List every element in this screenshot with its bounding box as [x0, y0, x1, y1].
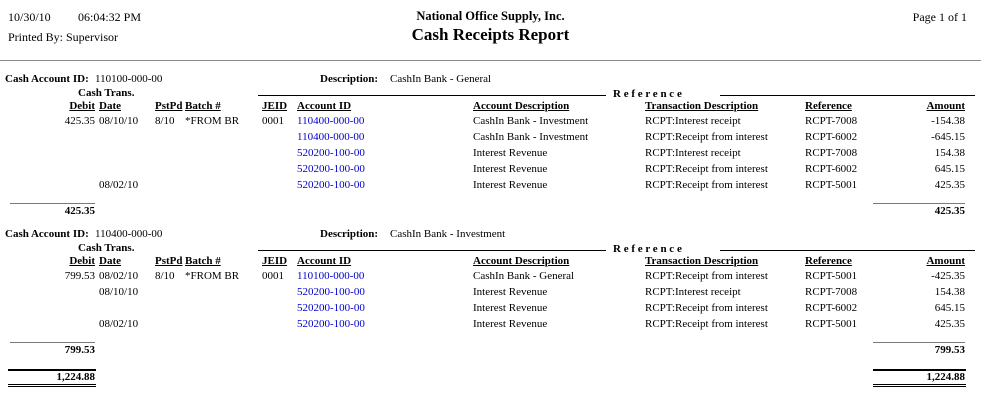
cell-date: 08/02/10	[99, 179, 139, 191]
cell-transaction-description: RCPT:Interest receipt	[645, 286, 741, 298]
reference-rule-right	[720, 250, 975, 251]
col-amount: Amount	[926, 255, 965, 267]
account-section	[0, 228, 981, 361]
cell-jeid	[262, 285, 297, 301]
cell-transaction-description: RCPT:Interest receipt	[645, 115, 741, 127]
col-debit: Debit	[69, 255, 95, 267]
col-transaction-description: Transaction Description	[645, 255, 759, 267]
cash-trans-label: Cash Trans.	[78, 242, 135, 254]
cell-transaction-description: RCPT:Receipt from interest	[645, 318, 768, 330]
cell-reference: RCPT-7008	[805, 115, 858, 127]
cell-debit	[0, 162, 95, 178]
cell-pstpd	[155, 301, 185, 317]
cell-transaction-description: RCPT:Receipt from interest	[645, 179, 768, 191]
cell-jeid	[262, 178, 297, 194]
cell-reference: RCPT-7008	[805, 286, 858, 298]
cell-debit	[0, 146, 95, 162]
cell-account-description: Interest Revenue	[473, 302, 548, 314]
cell-jeid	[262, 162, 297, 178]
cell-batch: *FROM BR	[185, 270, 240, 282]
transaction-row	[0, 285, 965, 301]
account-id-link[interactable]: 520200-100-00	[297, 163, 365, 175]
cell-transaction-description: RCPT:Receipt from interest	[645, 270, 768, 282]
cell-account-description: CashIn Bank - General	[473, 270, 575, 282]
account-id-link[interactable]: 110100-000-00	[297, 270, 365, 282]
transaction-row	[0, 269, 965, 285]
cell-amount: 645.15	[934, 302, 965, 314]
transaction-row	[0, 162, 965, 178]
cell-jeid	[262, 301, 297, 317]
cell-batch	[185, 317, 262, 333]
cell-account-description: Interest Revenue	[473, 163, 548, 175]
account-id-link[interactable]: 110400-000-00	[297, 115, 365, 127]
cell-debit	[0, 301, 95, 317]
cash-trans-label: Cash Trans.	[78, 87, 135, 99]
cell-debit	[0, 317, 95, 333]
cash-account-id-value: 110100-000-00	[95, 73, 163, 85]
col-jeid: JEID	[262, 100, 288, 112]
printed-by: Printed By: Supervisor	[8, 30, 118, 44]
col-account-description: Account Description	[473, 100, 570, 112]
cell-amount: 154.38	[934, 286, 965, 298]
transaction-row	[0, 301, 965, 317]
cell-pstpd	[155, 285, 185, 301]
transaction-rows	[0, 114, 981, 194]
total-rule-right	[873, 203, 965, 204]
cell-reference: RCPT-5001	[805, 318, 858, 330]
col-batch: Batch #	[185, 255, 221, 267]
sections-container	[0, 73, 981, 361]
print-time: 06:04:32 PM	[78, 10, 142, 24]
transaction-row	[0, 130, 965, 146]
total-rule-left	[10, 203, 95, 204]
cell-batch	[185, 285, 262, 301]
cell-reference: RCPT-7008	[805, 147, 858, 159]
col-account-id: Account ID	[297, 100, 352, 112]
cell-date	[95, 146, 155, 162]
total-rule-left	[10, 342, 95, 343]
description-value: CashIn Bank - General	[390, 73, 492, 85]
cell-transaction-description: RCPT:Receipt from interest	[645, 302, 768, 314]
cell-debit: 799.53	[64, 270, 95, 282]
grand-total-debit: 1,224.88	[8, 369, 96, 387]
total-rule-right	[873, 342, 965, 343]
reference-rule-right	[720, 95, 975, 96]
cell-amount: -645.15	[931, 131, 965, 143]
account-id-link[interactable]: 520200-100-00	[297, 302, 365, 314]
cell-account-description: CashIn Bank - Investment	[473, 115, 589, 127]
report-body	[0, 63, 981, 395]
cell-reference: RCPT-6002	[805, 131, 858, 143]
col-jeid: JEID	[262, 255, 288, 267]
company-name: National Office Supply, Inc.	[416, 9, 565, 23]
cash-account-id-label: Cash Account ID:	[5, 73, 89, 85]
transaction-row	[0, 146, 965, 162]
section-total-row	[0, 333, 981, 361]
cell-pstpd	[155, 317, 185, 333]
cell-account-description: Interest Revenue	[473, 318, 548, 330]
cell-jeid	[262, 317, 297, 333]
reference-group-label: R e f e r e n c e	[613, 88, 682, 100]
cell-amount: 425.35	[934, 318, 965, 330]
transaction-row	[0, 178, 965, 194]
section-total-row	[0, 194, 981, 222]
cell-batch	[185, 162, 262, 178]
reference-group-label: R e f e r e n c e	[613, 243, 682, 255]
section-total-amount: 425.35	[934, 205, 965, 217]
reference-rule-left	[258, 250, 606, 251]
column-header-row	[0, 100, 965, 114]
cell-jeid: 0001	[262, 115, 284, 127]
account-id-link[interactable]: 520200-100-00	[297, 179, 365, 191]
cell-transaction-description: RCPT:Interest receipt	[645, 147, 741, 159]
section-total-debit: 799.53	[64, 344, 95, 356]
cell-account-description: CashIn Bank - Investment	[473, 131, 589, 143]
cell-amount: -425.35	[931, 270, 965, 282]
col-reference: Reference	[805, 255, 852, 267]
group-header-row	[0, 242, 981, 255]
cell-pstpd: 8/10	[155, 115, 175, 127]
account-id-link[interactable]: 520200-100-00	[297, 147, 365, 159]
cell-debit	[0, 285, 95, 301]
account-section	[0, 73, 981, 222]
account-id-link[interactable]: 110400-000-00	[297, 131, 365, 143]
cell-account-description: Interest Revenue	[473, 147, 548, 159]
cell-batch	[185, 178, 262, 194]
cell-date: 08/02/10	[99, 318, 139, 330]
grand-total-amount: 1,224.88	[873, 369, 966, 387]
cell-date: 08/10/10	[99, 115, 139, 127]
section-header-row	[0, 228, 981, 242]
transaction-row	[0, 317, 965, 333]
group-header-row	[0, 87, 981, 100]
cell-amount: 425.35	[934, 179, 965, 191]
section-total-debit: 425.35	[64, 205, 95, 217]
cell-batch: *FROM BR	[185, 115, 240, 127]
cell-batch	[185, 146, 262, 162]
cash-account-id-value: 110400-000-00	[95, 228, 163, 240]
cell-amount: 645.15	[934, 163, 965, 175]
cell-pstpd	[155, 146, 185, 162]
cell-transaction-description: RCPT:Receipt from interest	[645, 163, 768, 175]
cell-account-description: Interest Revenue	[473, 286, 548, 298]
cell-batch	[185, 130, 262, 146]
description-label: Description:	[320, 73, 379, 85]
print-date: 10/30/10	[8, 10, 51, 24]
column-header-row	[0, 255, 965, 269]
cell-account-description: Interest Revenue	[473, 179, 548, 191]
cell-jeid: 0001	[262, 270, 284, 282]
cell-date	[95, 162, 155, 178]
cell-debit	[0, 130, 95, 146]
account-id-link[interactable]: 520200-100-00	[297, 318, 365, 330]
description-label: Description:	[320, 228, 379, 240]
col-date: Date	[99, 255, 121, 267]
cell-pstpd	[155, 178, 185, 194]
col-transaction-description: Transaction Description	[645, 100, 759, 112]
cell-jeid	[262, 146, 297, 162]
col-pstpd: PstPd	[155, 255, 183, 267]
cell-amount: -154.38	[931, 115, 965, 127]
transaction-rows	[0, 269, 981, 333]
col-date: Date	[99, 100, 121, 112]
col-account-id: Account ID	[297, 255, 352, 267]
cell-date	[95, 301, 155, 317]
cell-date	[95, 130, 155, 146]
cell-debit: 425.35	[64, 115, 95, 127]
cell-amount: 154.38	[934, 147, 965, 159]
cell-date: 08/10/10	[99, 286, 139, 298]
header-rule	[0, 60, 981, 61]
cell-jeid	[262, 130, 297, 146]
cell-debit	[0, 178, 95, 194]
cell-reference: RCPT-5001	[805, 270, 858, 282]
transaction-row	[0, 114, 965, 130]
section-header-row	[0, 73, 981, 87]
col-account-description: Account Description	[473, 255, 570, 267]
cell-transaction-description: RCPT:Receipt from interest	[645, 131, 768, 143]
cell-reference: RCPT-5001	[805, 179, 858, 191]
reference-rule-left	[258, 95, 606, 96]
grand-total-row	[0, 361, 981, 395]
cell-reference: RCPT-6002	[805, 302, 858, 314]
cell-pstpd	[155, 130, 185, 146]
cell-batch	[185, 301, 262, 317]
cell-date: 08/02/10	[99, 270, 139, 282]
cell-pstpd	[155, 162, 185, 178]
cell-reference: RCPT-6002	[805, 163, 858, 175]
col-batch: Batch #	[185, 100, 221, 112]
description-value: CashIn Bank - Investment	[390, 228, 506, 240]
report-title: Cash Receipts Report	[411, 25, 570, 44]
cell-pstpd: 8/10	[155, 270, 175, 282]
section-total-amount: 799.53	[934, 344, 965, 356]
col-pstpd: PstPd	[155, 100, 183, 112]
account-id-link[interactable]: 520200-100-00	[297, 286, 365, 298]
page-number: Page 1 of 1	[912, 10, 967, 24]
cash-account-id-label: Cash Account ID:	[5, 228, 89, 240]
col-debit: Debit	[69, 100, 95, 112]
col-amount: Amount	[926, 100, 965, 112]
col-reference: Reference	[805, 100, 852, 112]
